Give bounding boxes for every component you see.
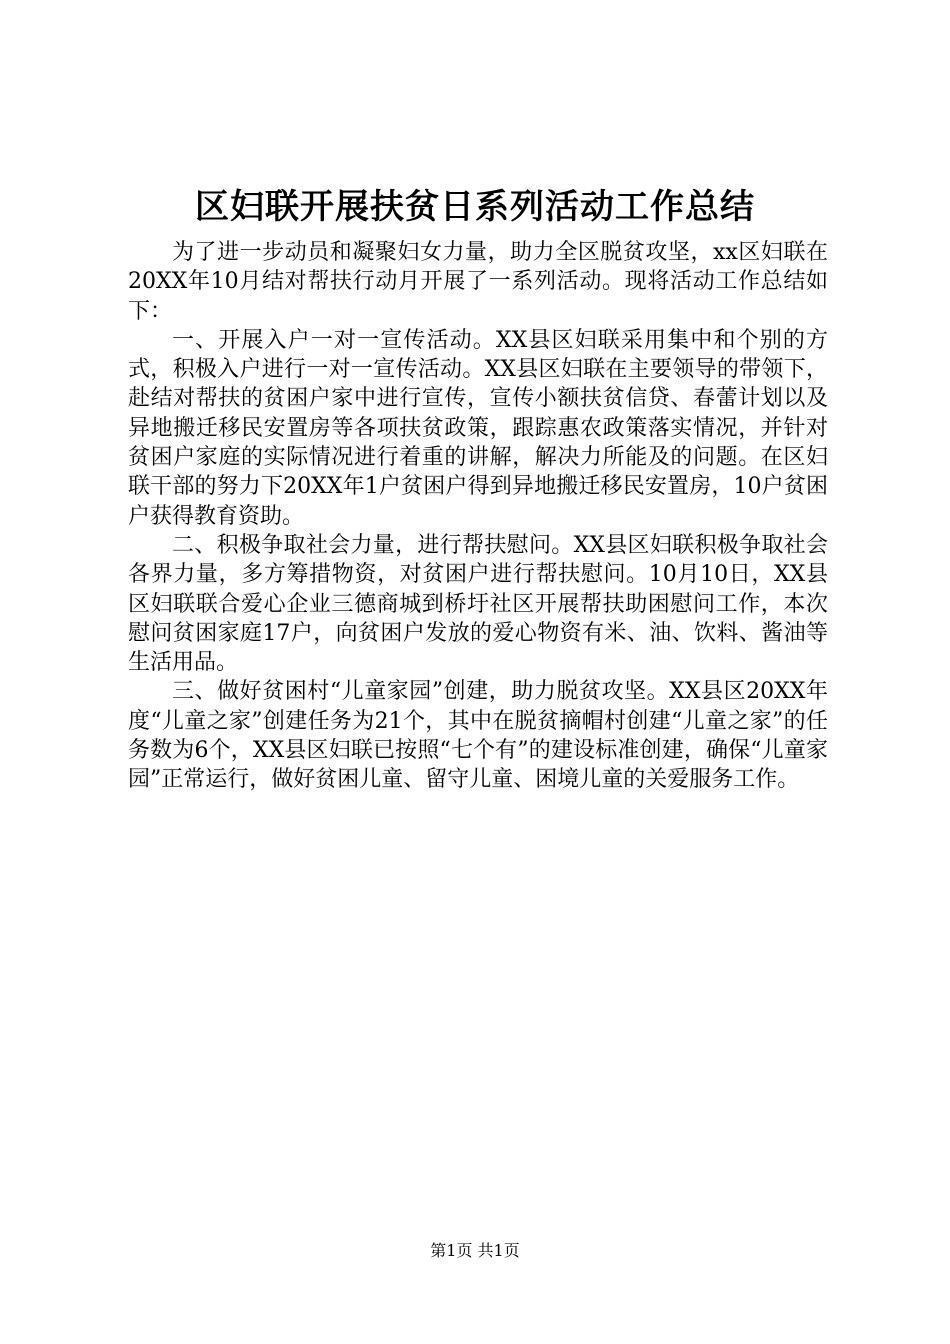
paragraph-section-3: 三、做好贫困村“儿童家园”创建，助力脱贫攻坚。XX县区20XX年度“儿童之家”创建任务为21个，其中在脱贫摘帽村创建“儿童之家”的任务数为6个，XX县区妇联已按照“七个有”的建设标准创建，确保“儿童家园”正常运行，做好贫困儿童、留守儿童、困境儿童的关爱服务工作。 — [128, 679, 828, 793]
paragraph-section-1: 一、开展入户一对一宣传活动。XX县区妇联采用集中和个别的方式，积极入户进行一对一宣传活动。XX县区妇联在主要领导的带领下，赴结对帮扶的贫困户家中进行宣传，宣传小额扶贫信贷、春蕾计划以及异地搬迁移民安置房等各项扶贫政策，跟踪惠农政策落实情况，并针对贫困户家庭的实际情况进行着重的讲解，解决力所能及的问题。在区妇联干部的努力下20XX年1户贫困户得到异地搬迁移民安置房，10户贫困户获得教育资助。 — [128, 327, 828, 529]
document-body — [128, 238, 828, 795]
page-number-footer: 第1页 共1页 — [430, 1241, 520, 1260]
paragraph-section-2: 二、积极争取社会力量，进行帮扶慰问。XX县区妇联积极争取社会各界力量，多方筹措物资，对贫困户进行帮扶慰问。10月10日，XX县区妇联联合爱心企业三德商城到桥圩社区开展帮扶助困慰问工作，本次慰问贫困家庭17户，向贫困户发放的爱心物资有米、油、饮料、酱油等生活用品。 — [128, 532, 828, 676]
document-title: 区妇联开展扶贫日系列活动工作总结 — [195, 187, 755, 227]
paragraph-intro: 为了进一步动员和凝聚妇女力量，助力全区脱贫攻坚，xx区妇联在20XX年10月结对帮扶行动月开展了一系列活动。现将活动工作总结如下： — [128, 240, 828, 324]
